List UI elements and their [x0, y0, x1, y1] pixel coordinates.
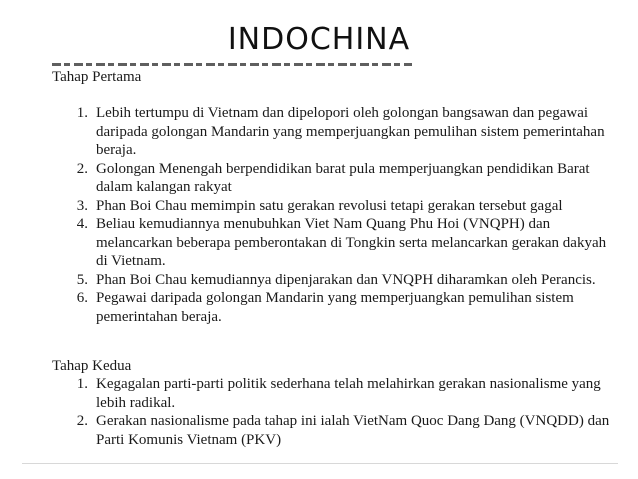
list-item-number: 1.	[76, 376, 88, 392]
list-item-number: 1.	[76, 105, 88, 121]
list-item	[52, 375, 618, 412]
list-item	[52, 197, 618, 216]
list-item	[52, 289, 618, 326]
list-item-text: Kegagalan parti-parti politik sederhana telah melahirkan gerakan nasionalisme yang lebih radikal.	[96, 376, 601, 411]
list-item	[52, 271, 618, 290]
list-item-number: 6.	[76, 290, 88, 306]
list-item-number: 3.	[76, 197, 88, 214]
list-item-text: Phan Boi Chau memimpin satu gerakan revolusi tetapi gerakan tersebut gagal	[96, 197, 563, 214]
document-excerpt	[22, 60, 618, 464]
list-item	[52, 412, 618, 449]
list-item-number: 4.	[76, 216, 88, 232]
slide-title: INDOCHINA	[227, 22, 411, 57]
list-item-text: Gerakan nasionalisme pada tahap ini ialah VietNam Quoc Dang Dang (VNQDD) dan Parti Komunis Vietnam (PKV)	[96, 413, 610, 448]
list-item-text: Phan Boi Chau kemudiannya dipenjarakan dan VNQPH diharamkan oleh Perancis.	[96, 271, 596, 288]
list-item-number: 2.	[76, 160, 88, 177]
list-item-text: Beliau kemudiannya menubuhkan Viet Nam Quang Phu Hoi (VNQPH) dan melancarkan beberapa pemberontakan di Tongkin serta melancarkan gerakan dakyah di Vietnam.	[96, 216, 607, 269]
section-heading-tahap-pertama: Tahap Pertama	[52, 69, 142, 85]
list-item-text: Lebih tertumpu di Vietnam dan dipelopori oleh golongan bangsawan dan pegawai daripada golongan Mandarin yang memperjuangkan pemulihan sistem pemerintahan beraja.	[96, 105, 605, 158]
list-item-text: Pegawai daripada golongan Mandarin yang memperjuangkan pemulihan sistem pemerintahan beraja.	[96, 290, 574, 325]
section-heading-tahap-kedua: Tahap Kedua	[52, 358, 132, 374]
tahap-kedua-list	[52, 375, 618, 449]
list-item-text: Golongan Menengah berpendidikan barat pula memperjuangkan pendidikan Barat dalam kalangan rakyat	[96, 160, 590, 195]
list-item-number: 2.	[76, 413, 88, 429]
list-item-number: 5.	[76, 271, 88, 288]
list-item	[52, 104, 618, 160]
list-item	[52, 215, 618, 271]
list-item	[52, 160, 618, 197]
tahap-pertama-list	[52, 104, 618, 326]
